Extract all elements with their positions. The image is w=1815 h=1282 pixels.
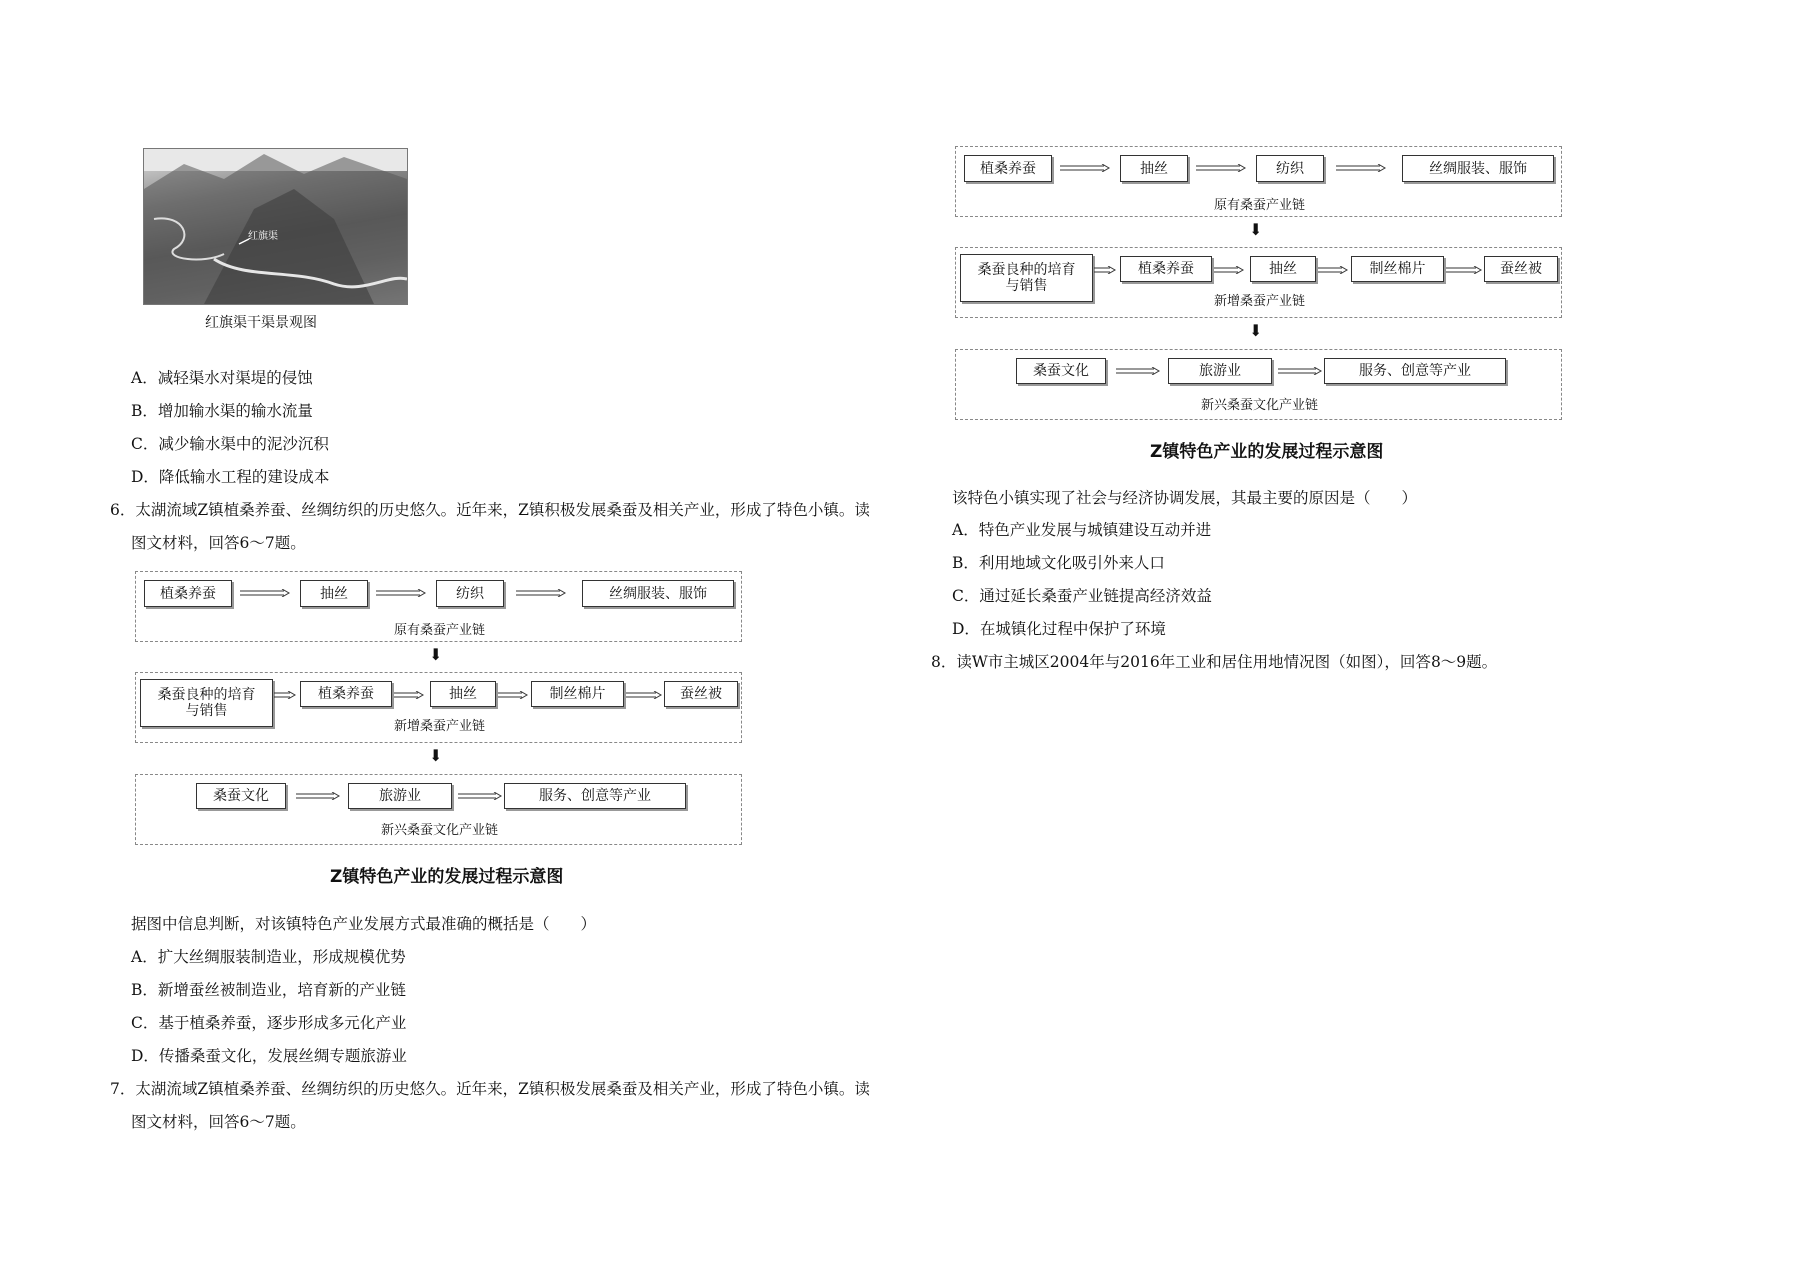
q5-option-d: D．降低输水工程的建设成本 — [131, 468, 330, 486]
arrow-icon — [1196, 164, 1246, 172]
box-silk-apparel: 丝绸服装、服饰 — [1402, 155, 1554, 182]
box-weaving: 纺织 — [436, 580, 504, 607]
box-silk-sheet: 制丝棉片 — [1351, 256, 1444, 282]
box-breeding: 桑蚕良种的培育与销售 — [960, 254, 1093, 302]
box-silk-quilt: 蚕丝被 — [1484, 256, 1558, 282]
q5-option-c: C．减少输水渠中的泥沙沉积 — [131, 435, 329, 453]
down-arrow-icon: ⬇ — [429, 645, 443, 664]
q5-option-b: B．增加输水渠的输水流量 — [131, 402, 313, 420]
box-planting: 植桑养蚕 — [964, 155, 1052, 182]
arrow-icon — [1446, 266, 1482, 274]
arrow-icon — [1214, 266, 1244, 274]
box-reeling: 抽丝 — [1120, 155, 1188, 182]
arrow-icon — [626, 691, 662, 699]
industry-diagram-left — [135, 571, 745, 871]
chain-label-new: 新增桑蚕产业链 — [393, 719, 485, 734]
arrow-icon — [1116, 367, 1160, 375]
box-tourism: 旅游业 — [348, 783, 452, 809]
down-arrow-icon: ⬇ — [429, 746, 443, 765]
chain-label-new: 新增桑蚕产业链 — [1213, 294, 1305, 309]
arrow-icon — [296, 792, 340, 800]
photo-label: 红旗渠 — [248, 231, 278, 242]
box-reeling-2: 抽丝 — [430, 681, 496, 707]
box-silk-sheet: 制丝棉片 — [531, 681, 624, 707]
industry-diagram-right — [955, 146, 1565, 446]
arrow-icon — [1336, 164, 1386, 172]
diagram-title-right: Z镇特色产业的发展过程示意图 — [1150, 442, 1384, 462]
chain-new — [955, 247, 1562, 318]
box-services: 服务、创意等产业 — [504, 783, 686, 809]
box-reeling-2: 抽丝 — [1250, 256, 1316, 282]
box-weaving: 纺织 — [1256, 155, 1324, 182]
down-arrow-icon: ⬇ — [1249, 220, 1263, 239]
arrow-icon — [458, 792, 502, 800]
chain-label-culture: 新兴桑蚕文化产业链 — [380, 823, 498, 838]
q6-stem-line1: 6．太湖流域Z镇植桑养蚕、丝绸纺织的历史悠久。近年来，Z镇积极发展桑蚕及相关产业，形成了特色小镇。读 — [110, 501, 870, 519]
q6-option-a: A．扩大丝绸服装制造业，形成规模优势 — [131, 948, 406, 966]
q6-option-d: D．传播桑蚕文化，发展丝绸专题旅游业 — [131, 1047, 407, 1065]
box-breeding: 桑蚕良种的培育与销售 — [140, 679, 273, 727]
arrow-icon — [1318, 266, 1348, 274]
q7-option-d: D．在城镇化过程中保护了环境 — [952, 620, 1166, 638]
down-arrow-icon: ⬇ — [1249, 321, 1263, 340]
diagram-title-left: Z镇特色产业的发展过程示意图 — [330, 867, 564, 887]
q7-question: 该特色小镇实现了社会与经济协调发展，其最主要的原因是（ ） — [952, 489, 1418, 507]
arrow-icon — [1060, 164, 1110, 172]
chain-label-original: 原有桑蚕产业链 — [393, 623, 485, 638]
q7-option-b: B．利用地域文化吸引外来人口 — [952, 554, 1165, 572]
q7-stem-line2: 图文材料，回答6～7题。 — [131, 1113, 306, 1131]
chain-original — [955, 146, 1562, 217]
box-culture: 桑蚕文化 — [196, 783, 286, 809]
box-planting-2: 植桑养蚕 — [300, 681, 392, 707]
q6-option-c: C．基于植桑养蚕，逐步形成多元化产业 — [131, 1014, 407, 1032]
photo-caption: 红旗渠干渠景观图 — [205, 315, 317, 331]
q8-stem: 8．读W市主城区2004年与2016年工业和居住用地情况图（如图），回答8～9题。 — [931, 653, 1498, 671]
arrow-icon — [274, 691, 296, 699]
q6-option-b: B．新增蚕丝被制造业，培育新的产业链 — [131, 981, 406, 999]
arrow-icon — [376, 589, 426, 597]
box-planting-2: 植桑养蚕 — [1120, 256, 1212, 282]
q7-option-a: A．特色产业发展与城镇建设互动并进 — [952, 521, 1212, 539]
chain-label-original: 原有桑蚕产业链 — [1213, 198, 1305, 213]
arrow-icon — [1278, 367, 1322, 375]
box-services: 服务、创意等产业 — [1324, 358, 1506, 384]
q7-stem-line1: 7．太湖流域Z镇植桑养蚕、丝绸纺织的历史悠久。近年来，Z镇积极发展桑蚕及相关产业，形成了特色小镇。读 — [110, 1080, 870, 1098]
q5-option-a: A．减轻渠水对渠堤的侵蚀 — [131, 369, 313, 387]
chain-label-culture: 新兴桑蚕文化产业链 — [1200, 398, 1318, 413]
box-culture: 桑蚕文化 — [1016, 358, 1106, 384]
chain-original — [135, 571, 742, 642]
chain-new — [135, 672, 742, 743]
box-silk-apparel: 丝绸服装、服饰 — [582, 580, 734, 607]
chain-culture — [955, 349, 1562, 420]
arrow-icon — [394, 691, 424, 699]
arrow-icon — [240, 589, 290, 597]
box-planting: 植桑养蚕 — [144, 580, 232, 607]
box-tourism: 旅游业 — [1168, 358, 1272, 384]
arrow-icon — [498, 691, 528, 699]
q6-stem-line2: 图文材料，回答6～7题。 — [131, 534, 306, 552]
arrow-icon — [1094, 266, 1116, 274]
arrow-icon — [516, 589, 566, 597]
q7-option-c: C．通过延长桑蚕产业链提高经济效益 — [952, 587, 1212, 605]
box-silk-quilt: 蚕丝被 — [664, 681, 738, 707]
hongqi-canal-photo — [143, 148, 408, 305]
chain-culture — [135, 774, 742, 845]
box-reeling: 抽丝 — [300, 580, 368, 607]
q6-question: 据图中信息判断，对该镇特色产业发展方式最准确的概括是（ ） — [131, 915, 597, 933]
